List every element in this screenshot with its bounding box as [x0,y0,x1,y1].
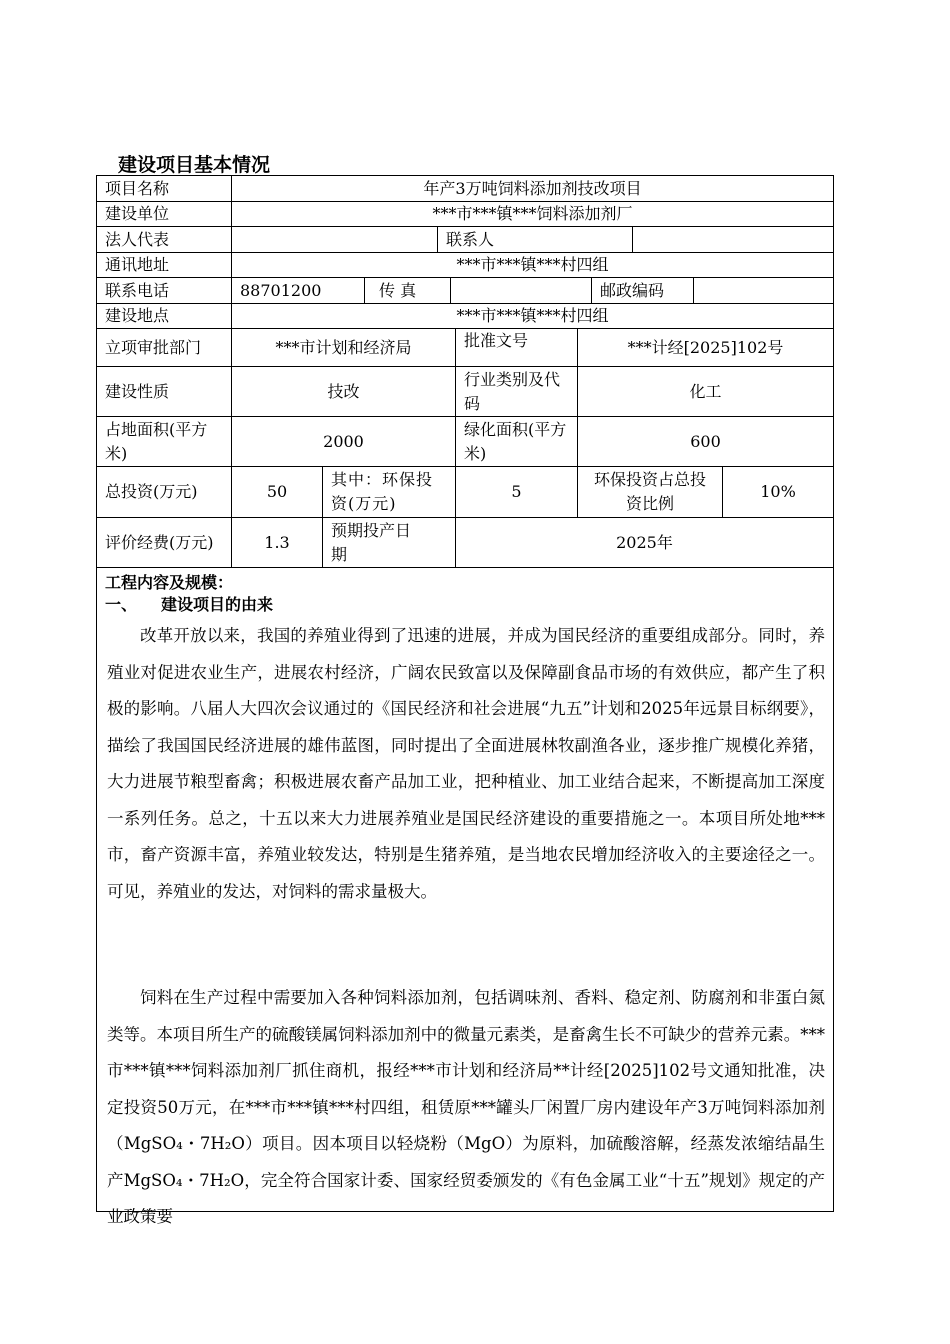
label-area: 占地面积(平方米) [97,417,232,467]
label-project-name: 项目名称 [97,176,232,202]
label-fax: 传 真 [365,278,451,304]
label-postcode: 邮政编码 [592,278,694,304]
value-approval-no: ***计经[2025]102号 [578,329,833,367]
label-approval-no: 批准文号 [456,329,578,367]
value-phone: 88701200 [232,278,365,304]
content-heading: 工程内容及规模： [105,573,234,592]
label-legal-rep: 法人代表 [97,227,232,253]
label-approval-dept: 立项审批部门 [97,329,232,367]
value-expected: 2025年 [456,518,833,568]
label-nature: 建设性质 [97,367,232,417]
label-eval-fee: 评价经费(万元) [97,518,232,568]
paragraph-2: 饲料在生产过程中需要加入各种饲料添加剂，包括调味剂、香料、稳定剂、防腐剂和非蛋白氮类等。本项目所生产的硫酸镁属饲料添加剂中的微量元素类，是畜禽生长不可缺少的营养元素。***市***镇***饲料添加剂厂抓住商机，报经***市计划和经济局**计经[2025]102号文通知批准，决定投资50万元，在***市***镇***村四组，租赁原***罐头厂闲置厂房内建设年产3万吨饲料添加剂（MgSO₄・7H₂O）项目。因本项目以轻烧粉（MgO）为原料，加硫酸溶解，经蒸发浓缩结晶生产MgSO₄・7H₂O，完全符合国家计委、国家经贸委颁发的《有色金属工业“十五”规划》规定的产业政策要 [107,988,825,1226]
value-env-ratio: 10% [723,467,833,518]
value-postcode [694,278,833,304]
value-builder: ***市***镇***饲料添加剂厂 [232,202,833,227]
label-address: 通讯地址 [97,253,232,278]
value-legal-rep [232,227,438,253]
value-industry: 化工 [578,367,833,417]
value-site: ***市***镇***村四组 [232,304,833,329]
label-expected: 预期投产日期 [323,518,456,568]
paragraph-1: 改革开放以来，我国的养殖业得到了迅速的进展，并成为国民经济的重要组成部分。同时，养殖业对促进农业生产，进展农村经济，广阔农民致富以及保障副食品市场的有效供应，都产生了积极的影响。八届人大四次会议通过的《国民经济和社会进展“九五”计划和2025年远景目标纲要》，描绘了我国国民经济进展的雄伟蓝图，同时提出了全面进展林牧副渔各业，逐步推广规模化养猪，大力进展节粮型畜禽；积极进展农畜产品加工业，把种植业、加工业结合起来，不断提高加工深度一系列任务。总之，十五以来大力进展养殖业是国民经济建设的重要措施之一。本项目所处地***市，畜产资源丰富，养殖业较发达，特别是生猪养殖，是当地农民增加经济收入的主要途径之一。可见，养殖业的发达，对饲料的需求量极大。 [107,626,825,901]
label-builder: 建设单位 [97,202,232,227]
label-invest: 总投资(万元) [97,467,232,518]
label-contact: 联系人 [438,227,633,253]
label-site: 建设地点 [97,304,232,329]
value-area: 2000 [232,417,456,467]
label-env-ratio: 环保投资占总投资比例 [578,467,723,518]
value-project-name: 年产3万吨饲料添加剂技改项目 [232,176,833,202]
value-invest: 50 [232,467,323,518]
project-info-table [96,175,834,1226]
label-industry: 行业类别及代码 [456,367,578,417]
page-title: 建设项目基本情况 [118,154,271,176]
label-env-invest: 其中：环保投资(万元) [323,467,456,518]
value-fax [451,278,592,304]
value-green: 600 [578,417,833,467]
value-approval-dept: ***市计划和经济局 [232,329,456,367]
value-env-invest: 5 [456,467,578,518]
label-phone: 联系电话 [97,278,232,304]
section-1-heading: 一、 建设项目的由来 [105,595,274,614]
value-address: ***市***镇***村四组 [232,253,833,278]
label-green: 绿化面积(平方米) [456,417,578,467]
value-nature: 技改 [232,367,456,417]
value-eval-fee: 1.3 [232,518,323,568]
value-contact [633,227,833,253]
